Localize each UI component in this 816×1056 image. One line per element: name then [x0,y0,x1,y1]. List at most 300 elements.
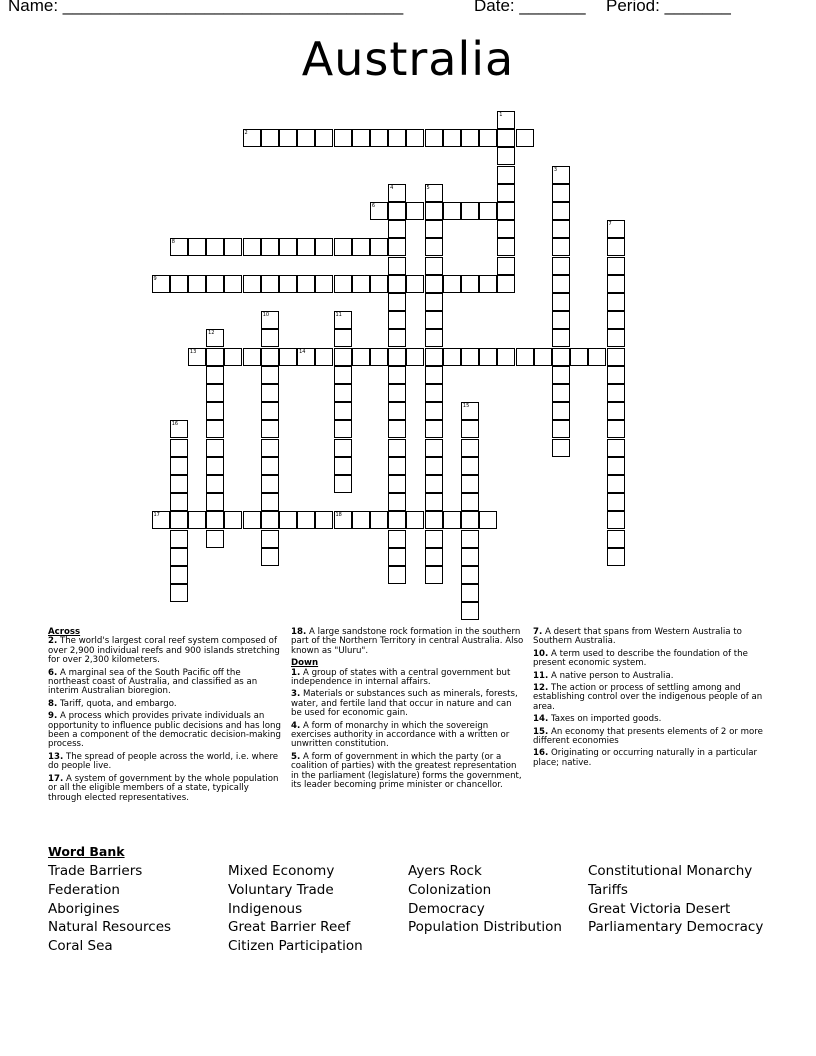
grid-cell[interactable] [334,420,352,438]
grid-cell[interactable] [425,366,443,384]
grid-cell[interactable] [479,511,497,529]
grid-cell[interactable] [388,275,406,293]
grid-cell[interactable] [170,439,188,457]
clue-item [48,637,284,665]
grid-cell[interactable] [461,602,479,620]
grid-cell[interactable] [425,457,443,475]
grid-cell[interactable] [206,493,224,511]
grid-cell[interactable] [588,348,606,366]
grid-cell[interactable] [279,348,297,366]
grid-cell[interactable] [243,238,261,256]
grid-cell[interactable] [552,402,570,420]
clue-item-number: 16. [533,748,549,759]
grid-cell[interactable] [461,566,479,584]
grid-cell[interactable] [607,275,625,293]
grid-cell[interactable] [279,511,297,529]
clue-item [291,690,525,718]
clue-item-number: 13. [48,751,64,762]
grid-cell[interactable] [388,439,406,457]
grid-cell[interactable] [206,238,224,256]
grid-cell[interactable] [170,548,188,566]
grid-cell[interactable] [170,420,188,438]
grid-cell[interactable] [206,402,224,420]
grid-cell[interactable] [607,402,625,420]
clue-item-number: 9. [48,711,58,722]
clue-item [533,672,765,681]
grid-cell[interactable] [425,311,443,329]
grid-cell[interactable] [607,420,625,438]
grid-cell[interactable] [607,293,625,311]
clue-item [533,684,765,712]
grid-cell[interactable] [461,584,479,602]
grid-cell[interactable] [261,275,279,293]
word-bank-item: Coral Sea [48,938,113,955]
grid-cell[interactable] [607,548,625,566]
grid-cell[interactable] [352,275,370,293]
clue-item-text: A form of monarchy in which the sovereign exercises authority in accordance with a written or unwritten constitution. [291,720,510,750]
grid-cell[interactable] [607,475,625,493]
grid-cell[interactable] [406,275,424,293]
grid-cell[interactable] [406,202,424,220]
grid-cell[interactable] [170,475,188,493]
grid-cell[interactable] [552,311,570,329]
grid-cell[interactable] [297,348,315,366]
clue-item-text: Originating or occurring naturally in a particular place; native. [533,748,758,768]
grid-cell[interactable] [425,293,443,311]
clue-item-number: 6. [48,667,58,678]
clue-number: 14 [299,348,306,355]
grid-cell[interactable] [370,348,388,366]
grid-cell[interactable] [388,202,406,220]
word-bank-item: Trade Barriers [48,863,143,879]
clue-item-text: The world's largest coral reef system composed of over 2,900 individual reefs and 900 islands stretching for over 2,300 kilometers. [48,636,280,666]
grid-cell[interactable] [406,511,424,529]
grid-cell[interactable] [334,366,352,384]
grid-cell[interactable] [425,566,443,584]
grid-cell[interactable] [607,384,625,402]
grid-cell[interactable] [388,311,406,329]
grid-cell[interactable] [388,238,406,256]
grid-cell[interactable] [279,275,297,293]
grid-cell[interactable] [279,129,297,147]
clue-item-number: 12. [533,683,549,694]
clue-item-text: A process which provides private individuals an opportunity to influence public decisions and has long been a component of the democratic decision-making process. [48,711,281,750]
grid-cell[interactable] [261,402,279,420]
grid-cell[interactable] [425,420,443,438]
grid-cell[interactable] [370,511,388,529]
grid-cell[interactable] [224,348,242,366]
grid-cell[interactable] [516,348,534,366]
word-bank-item: Federation [48,881,120,898]
grid-cell[interactable] [243,348,261,366]
grid-cell[interactable] [388,366,406,384]
grid-cell[interactable] [261,511,279,529]
grid-cell[interactable] [461,548,479,566]
grid-cell[interactable] [334,402,352,420]
grid-cell[interactable] [607,329,625,347]
clue-item [533,650,765,669]
grid-cell[interactable] [370,238,388,256]
word-bank-item: Colonization [408,881,492,898]
word-bank-item: Parliamentary Democracy [588,919,764,936]
grid-cell[interactable] [461,530,479,548]
grid-cell[interactable] [497,147,515,165]
name-field[interactable]: Name: ____________________________________ [8,0,404,15]
grid-cell[interactable] [170,566,188,584]
grid-cell[interactable] [261,384,279,402]
word-bank-item: Great Victoria Desert [588,900,731,917]
down-heading: Down [291,658,319,669]
grid-cell[interactable] [334,511,352,529]
word-bank-item: Indigenous [228,900,303,917]
grid-cell[interactable] [552,329,570,347]
word-bank-item: Voluntary Trade [228,881,334,898]
grid-cell[interactable] [425,384,443,402]
grid-cell[interactable] [497,129,515,147]
grid-cell[interactable] [425,329,443,347]
grid-cell[interactable] [152,275,170,293]
grid-cell[interactable] [206,420,224,438]
clue-item-number: 17. [48,773,64,784]
grid-cell[interactable] [461,402,479,420]
grid-cell[interactable] [388,402,406,420]
clue-number: 15 [462,403,470,410]
clue-item-number: 15. [533,726,549,737]
clue-number: 7 [608,221,612,228]
grid-cell[interactable] [388,384,406,402]
grid-cell[interactable] [334,275,352,293]
grid-cell[interactable] [443,129,461,147]
grid-cell[interactable] [461,202,479,220]
grid-cell[interactable] [497,111,515,129]
grid-cell[interactable] [370,129,388,147]
grid-cell[interactable] [334,384,352,402]
clue-item-number: 10. [533,648,549,659]
grid-cell[interactable] [370,202,388,220]
clue-item [48,700,284,709]
word-bank-item: Great Barrier Reef [228,919,351,936]
grid-cell[interactable] [261,530,279,548]
grid-cell[interactable] [170,493,188,511]
clue-item [291,753,525,791]
grid-cell[interactable] [188,511,206,529]
grid-cell[interactable] [261,548,279,566]
grid-cell[interactable] [206,348,224,366]
word-bank-item: Natural Resources [48,919,172,936]
clue-item-number: 2. [48,636,58,647]
grid-cell[interactable] [552,238,570,256]
grid-cell[interactable] [152,511,170,529]
grid-cell[interactable] [461,439,479,457]
grid-cell[interactable] [552,275,570,293]
clue-item-number: 8. [48,698,58,709]
grid-cell[interactable] [352,348,370,366]
grid-cell[interactable] [243,511,261,529]
grid-cell[interactable] [261,457,279,475]
grid-cell[interactable] [334,348,352,366]
grid-cell[interactable] [443,348,461,366]
grid-cell[interactable] [388,511,406,529]
clue-number: 13 [189,348,197,355]
grid-cell[interactable] [461,493,479,511]
grid-cell[interactable] [425,493,443,511]
grid-cell[interactable] [479,129,497,147]
grid-cell[interactable] [497,238,515,256]
grid-cell[interactable] [188,275,206,293]
grid-cell[interactable] [425,402,443,420]
grid-cell[interactable] [425,220,443,238]
clue-item [533,628,765,647]
grid-cell[interactable] [570,348,588,366]
grid-cell[interactable] [497,202,515,220]
grid-cell[interactable] [206,475,224,493]
grid-cell[interactable] [607,439,625,457]
grid-cell[interactable] [552,384,570,402]
grid-cell[interactable] [461,348,479,366]
grid-cell[interactable] [315,348,333,366]
clue-item [48,669,284,697]
grid-cell[interactable] [406,129,424,147]
grid-cell[interactable] [388,457,406,475]
grid-cell[interactable] [224,238,242,256]
grid-cell[interactable] [224,511,242,529]
clues-column-1 [48,628,284,806]
grid-cell[interactable] [461,129,479,147]
grid-cell[interactable] [297,238,315,256]
grid-cell[interactable] [388,548,406,566]
across-heading: Across [48,627,81,637]
clues-column-2 [291,628,525,794]
grid-cell[interactable] [607,311,625,329]
grid-cell[interactable] [206,530,224,548]
grid-cell[interactable] [479,202,497,220]
grid-cell[interactable] [206,511,224,529]
grid-cell[interactable] [170,238,188,256]
grid-cell[interactable] [224,275,242,293]
grid-cell[interactable] [261,348,279,366]
clue-item [533,749,765,768]
grid-cell[interactable] [552,366,570,384]
word-bank-item: Ayers Rock [408,863,482,879]
grid-cell[interactable] [425,511,443,529]
grid-cell[interactable] [497,220,515,238]
grid-cell[interactable] [425,348,443,366]
clue-number: 6 [371,203,376,209]
clue-number: 3 [553,166,558,173]
grid-cell[interactable] [443,511,461,529]
period-field[interactable]: Period: _______ [606,0,731,15]
clue-item-text: Materials or substances such as minerals, forests, water, and fertile land that occur in nature and can be used for economic gain. [291,689,518,719]
grid-cell[interactable] [552,202,570,220]
grid-cell[interactable] [334,475,352,493]
grid-cell[interactable] [388,475,406,493]
grid-cell[interactable] [497,166,515,184]
grid-cell[interactable] [425,129,443,147]
grid-cell[interactable] [352,129,370,147]
grid-cell[interactable] [607,257,625,275]
grid-cell[interactable] [388,129,406,147]
grid-cell[interactable] [425,439,443,457]
grid-cell[interactable] [552,439,570,457]
grid-cell[interactable] [607,366,625,384]
grid-cell[interactable] [188,348,206,366]
grid-cell[interactable] [261,238,279,256]
grid-cell[interactable] [552,220,570,238]
grid-cell[interactable] [479,348,497,366]
grid-cell[interactable] [388,566,406,584]
clue-item-text: The action or process of settling among and establishing control over the indigenous people of an area. [533,683,763,712]
grid-cell[interactable] [552,420,570,438]
grid-cell[interactable] [425,238,443,256]
grid-cell[interactable] [388,530,406,548]
clue-item [533,715,765,724]
grid-cell[interactable] [297,275,315,293]
grid-cell[interactable] [170,275,188,293]
grid-cell[interactable] [352,511,370,529]
clue-number: 5 [426,184,430,191]
clue-item [291,628,525,656]
grid-cell[interactable] [388,493,406,511]
clue-item [533,728,765,747]
clue-item [48,712,284,750]
grid-cell[interactable] [607,238,625,256]
word-bank-item: Mixed Economy [228,863,335,879]
grid-cell[interactable] [388,220,406,238]
grid-cell[interactable] [425,184,443,202]
clue-item [291,669,525,688]
grid-cell[interactable] [552,348,570,366]
grid-cell[interactable] [552,293,570,311]
clue-item [291,722,525,750]
grid-cell[interactable] [315,238,333,256]
grid-cell[interactable] [388,257,406,275]
clue-item [48,775,284,803]
grid-cell[interactable] [188,238,206,256]
clue-number: 10 [262,312,270,319]
grid-cell[interactable] [206,275,224,293]
clue-number: 4 [390,184,394,191]
grid-cell[interactable] [425,202,443,220]
grid-cell[interactable] [461,420,479,438]
grid-cell[interactable] [334,439,352,457]
grid-cell[interactable] [261,493,279,511]
grid-cell[interactable] [443,202,461,220]
grid-cell[interactable] [261,366,279,384]
grid-cell[interactable] [170,584,188,602]
grid-cell[interactable] [261,420,279,438]
date-field[interactable]: Date: _______ [474,0,586,15]
word-bank-item: Aborigines [48,900,120,917]
grid-cell[interactable] [279,238,297,256]
grid-cell[interactable] [170,530,188,548]
clue-item-number: 1. [291,667,301,678]
grid-cell[interactable] [334,311,352,329]
grid-cell[interactable] [461,275,479,293]
grid-cell[interactable] [206,384,224,402]
clue-item-text: A system of government by the whole population or all the eligible members of a state, typically through elected representatives. [48,773,279,803]
grid-cell[interactable] [497,184,515,202]
clue-number: 16 [171,421,179,428]
grid-cell[interactable] [261,329,279,347]
grid-cell[interactable] [607,220,625,238]
clue-item-number: 4. [291,720,301,731]
grid-cell[interactable] [607,530,625,548]
grid-cell[interactable] [315,129,333,147]
grid-cell[interactable] [461,457,479,475]
grid-cell[interactable] [243,275,261,293]
grid-cell[interactable] [534,348,552,366]
grid-cell[interactable] [497,275,515,293]
grid-cell[interactable] [334,329,352,347]
grid-cell[interactable] [206,329,224,347]
grid-cell[interactable] [388,329,406,347]
clue-item-number: 3. [291,689,301,700]
clue-number: 17 [153,512,160,519]
grid-cell[interactable] [388,420,406,438]
grid-cell[interactable] [425,257,443,275]
grid-cell[interactable] [406,348,424,366]
grid-cell[interactable] [206,366,224,384]
grid-cell[interactable] [461,511,479,529]
clue-number: 2 [244,130,248,137]
grid-cell[interactable] [243,129,261,147]
grid-cell[interactable] [206,457,224,475]
grid-cell[interactable] [170,511,188,529]
grid-cell[interactable] [297,511,315,529]
grid-cell[interactable] [497,257,515,275]
grid-cell[interactable] [334,238,352,256]
grid-cell[interactable] [334,129,352,147]
grid-cell[interactable] [206,439,224,457]
grid-cell[interactable] [334,457,352,475]
grid-cell[interactable] [607,493,625,511]
grid-cell[interactable] [461,475,479,493]
grid-cell[interactable] [552,166,570,184]
grid-cell[interactable] [607,457,625,475]
clue-item-text: A group of states with a central government but independence in internal affairs. [291,667,511,688]
grid-cell[interactable] [479,275,497,293]
grid-cell[interactable] [388,293,406,311]
grid-cell[interactable] [607,348,625,366]
clue-item-number: 18. [291,627,307,637]
grid-cell[interactable] [425,530,443,548]
grid-cell[interactable] [425,548,443,566]
grid-cell[interactable] [552,257,570,275]
grid-cell[interactable] [261,439,279,457]
grid-cell[interactable] [552,184,570,202]
grid-cell[interactable] [425,275,443,293]
grid-cell[interactable] [388,348,406,366]
grid-cell[interactable] [516,129,534,147]
grid-cell[interactable] [443,275,461,293]
grid-cell[interactable] [261,475,279,493]
grid-cell[interactable] [370,275,388,293]
grid-cell[interactable] [261,129,279,147]
grid-cell[interactable] [261,311,279,329]
grid-cell[interactable] [352,238,370,256]
grid-cell[interactable] [607,511,625,529]
grid-cell[interactable] [497,348,515,366]
grid-cell[interactable] [315,511,333,529]
grid-cell[interactable] [297,129,315,147]
grid-cell[interactable] [170,457,188,475]
clue-item-text: Tariff, quota, and embargo. [57,698,177,709]
grid-cell[interactable] [425,475,443,493]
clue-item-text: A form of government in which the party (or a coalition of parties) with the greatest representation in the parliament (legislature) forms the government, its leader becoming prime minister or chancellor. [291,751,522,791]
grid-cell[interactable] [315,275,333,293]
page-title: Australia [301,32,515,86]
grid-cell[interactable] [388,184,406,202]
